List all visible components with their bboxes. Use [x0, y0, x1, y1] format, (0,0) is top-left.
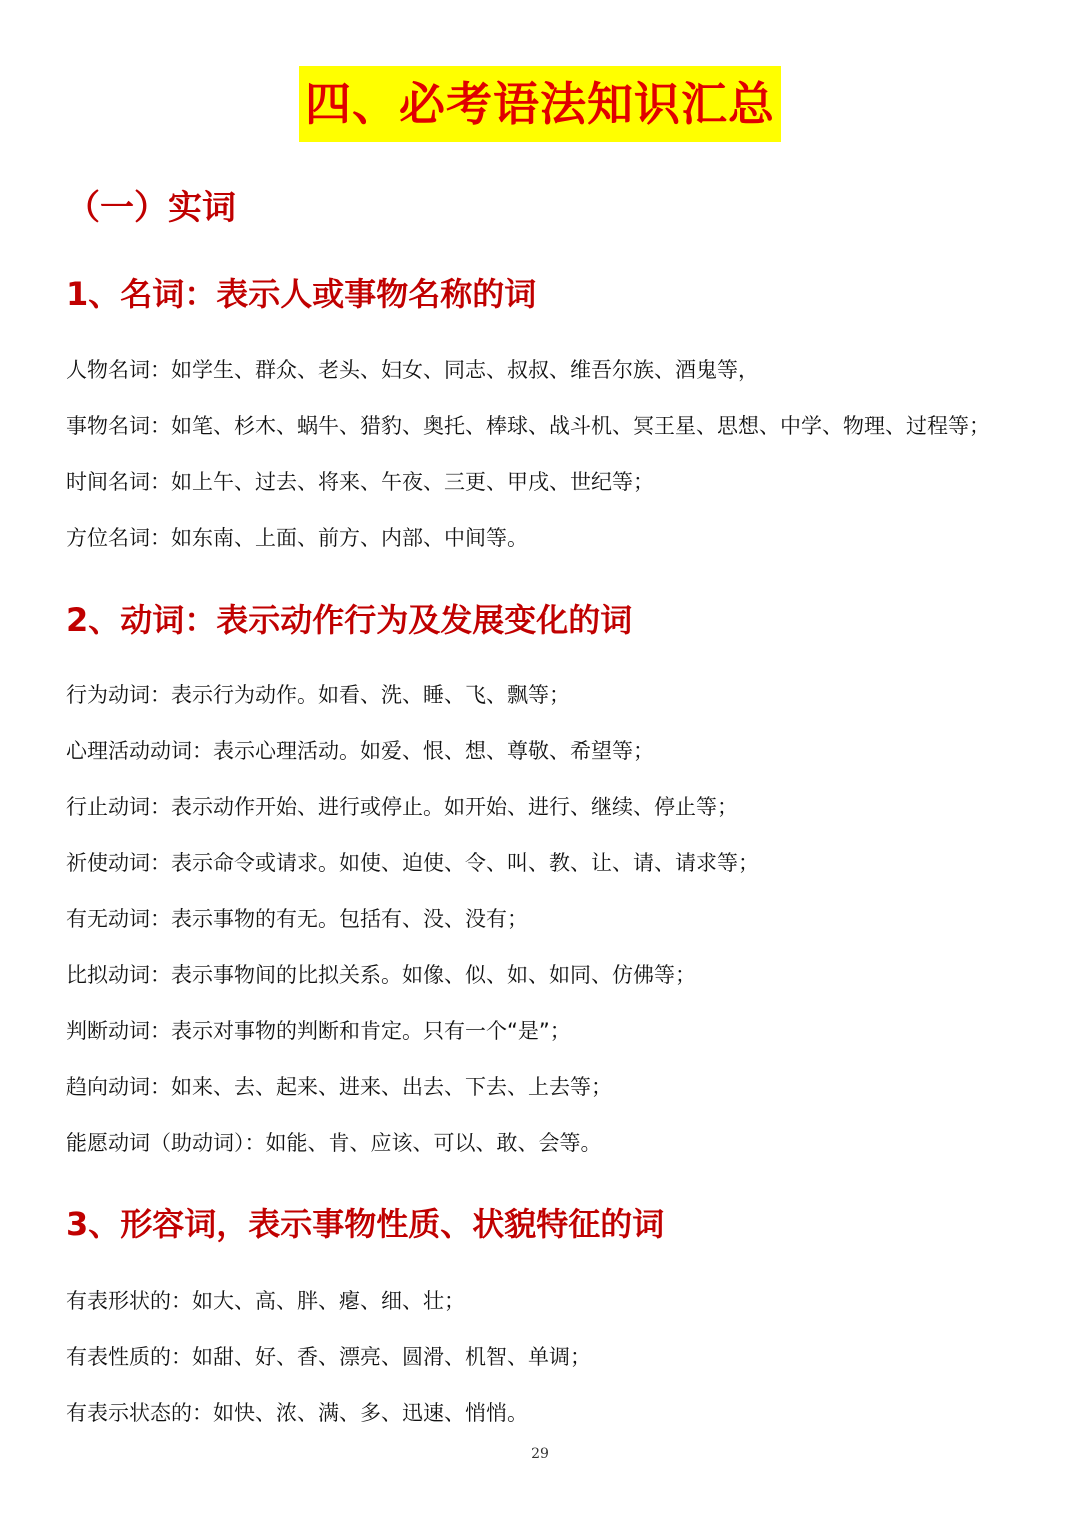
list-item: 能愿动词（助动词）：如能、肯、应该、可以、敢、会等。 [66, 1131, 602, 1155]
page-number: 29 [531, 1446, 549, 1462]
list-item: 趋向动词：如来、去、起来、进来、出去、下去、上去等； [66, 1075, 612, 1099]
list-item: 事物名词：如笔、杉木、蜗牛、猎豹、奥托、棒球、战斗机、冥王星、思想、中学、物理、过程等； [66, 414, 990, 438]
list-item: 有表示状态的：如快、浓、满、多、迅速、悄悄。 [66, 1401, 528, 1425]
list-item: 时间名词：如上午、过去、将来、午夜、三更、甲戌、世纪等； [66, 470, 654, 494]
list-item: 比拟动词：表示事物间的比拟关系。如像、似、如、如同、仿佛等； [66, 963, 696, 987]
list-item: 行为动词：表示行为动作。如看、洗、睡、飞、飘等； [66, 683, 570, 707]
list-item: 祈使动词：表示命令或请求。如使、迫使、令、叫、教、让、请、请求等； [66, 851, 759, 875]
main-title-container [0, 66, 1080, 142]
list-item: 有表性质的：如甜、好、香、漂亮、圆滑、机智、单调； [66, 1345, 591, 1369]
list-item: 判断动词：表示对事物的判断和肯定。只有一个“是”； [66, 1019, 571, 1043]
list-item: 有无动词：表示事物的有无。包括有、没、没有； [66, 907, 528, 931]
list-item: 人物名词：如学生、群众、老头、妇女、同志、叔叔、维吾尔族、酒鬼等， [66, 358, 759, 382]
list-item: 行止动词：表示动作开始、进行或停止。如开始、进行、继续、停止等； [66, 795, 738, 819]
section-heading-noun: 1、名词：表示人或事物名称的词 [66, 275, 537, 313]
main-title: 四、必考语法知识汇总 [299, 66, 781, 142]
sub-title: （一）实词 [66, 188, 236, 228]
list-item: 有表形状的：如大、高、胖、瘪、细、壮； [66, 1289, 465, 1313]
list-item: 方位名词：如东南、上面、前方、内部、中间等。 [66, 526, 528, 550]
section-heading-adjective: 3、形容词，表示事物性质、状貌特征的词 [66, 1205, 665, 1243]
section-heading-verb: 2、动词：表示动作行为及发展变化的词 [66, 601, 633, 639]
list-item: 心理活动动词：表示心理活动。如爱、恨、想、尊敬、希望等； [66, 739, 654, 763]
